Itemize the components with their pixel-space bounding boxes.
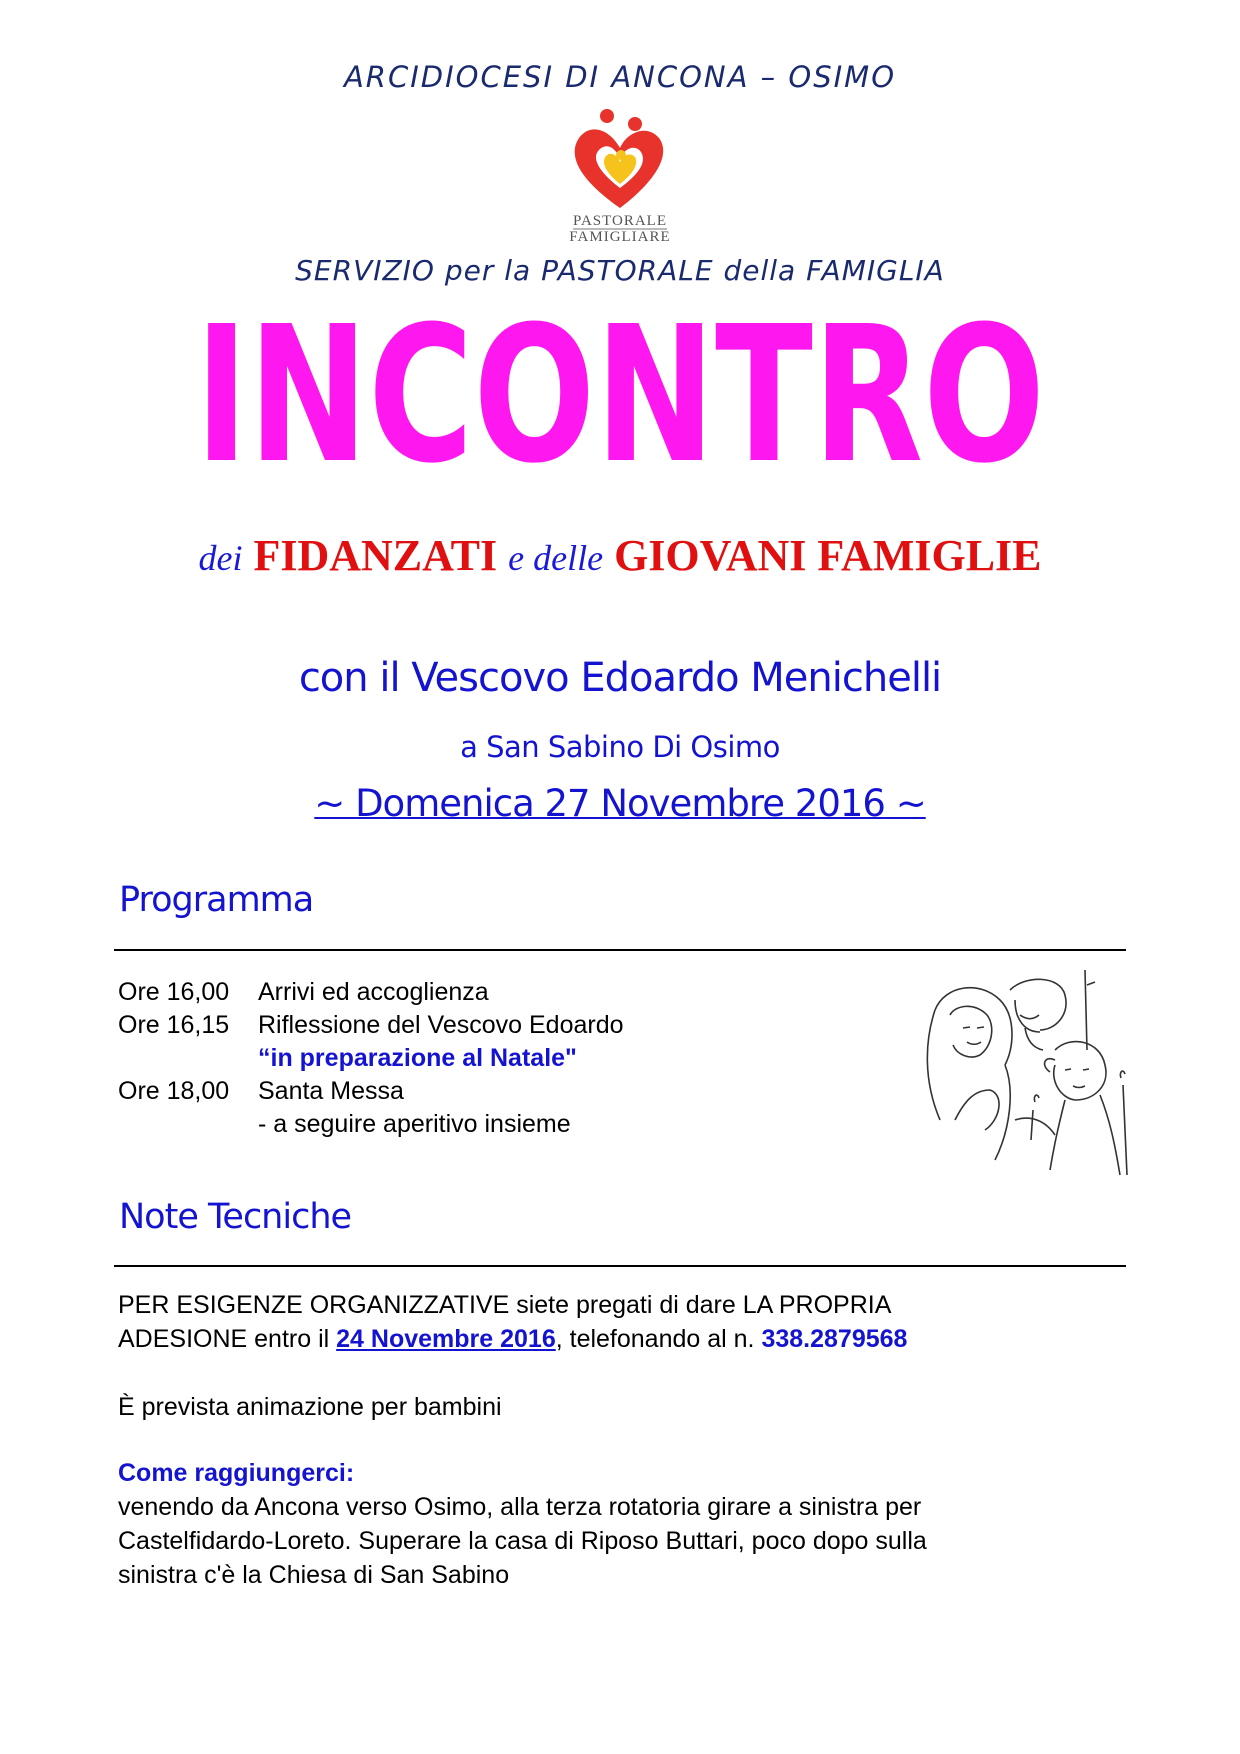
deadline-date: 24 Novembre 2016 [336,1325,556,1353]
place-line: a San Sabino Di Osimo [460,730,780,764]
directions [118,1456,1138,1592]
program-item [118,1042,624,1075]
adhesion-text: ADESIONE entro il [118,1325,337,1353]
date-suffix: ~ [884,782,926,825]
program-item [118,976,624,1009]
adhesion-line-1: PER ESIGENZE ORGANIZZATIVE siete pregati di dare LA PROPRIA [118,1291,892,1319]
bishop-line: con il Vescovo Edoardo Menichelli [298,655,942,701]
date-line [0,782,1240,825]
kids-note: È prevista animazione per bambini [118,1393,502,1421]
diocese-heading: ARCIDIOCESI DI ANCONA – OSIMO [343,60,897,94]
program-item [118,1108,624,1141]
incontro-title [180,286,1060,505]
program-text: Riflessione del Vescovo Edoardo [258,1011,624,1039]
note-tecniche-heading: Note Tecniche [119,1197,352,1237]
subtitle-giovani-famiglie: GIOVANI FAMIGLIE [614,531,1042,580]
programma-heading: Programma [119,880,314,920]
program-list [118,976,624,1141]
subtitle-fidanzati: FIDANZATI [253,531,498,580]
program-text: - a seguire aperitivo insieme [258,1110,571,1138]
subtitle-e-delle: e delle [508,538,604,578]
divider [114,949,1126,951]
subtitle [0,530,1240,581]
adhesion-paragraph [118,1288,1138,1356]
program-item [118,1009,624,1042]
program-text: Santa Messa [258,1077,404,1105]
date-prefix: ~ [314,782,356,825]
date-text: Domenica 27 Novembre 2016 [355,782,885,825]
adhesion-line-2 [118,1322,1138,1356]
directions-line: Castelfidardo-Loreto. Superare la casa di Riposo Buttari, poco dopo sulla [118,1527,927,1555]
nativity-illustration [915,970,1145,1180]
phone-number: 338.2879568 [761,1325,908,1353]
logo-text-pastorale: PASTORALE [572,213,668,229]
program-text: “in preparazione al Natale" [258,1044,577,1072]
service-heading: SERVIZIO per la PASTORALE della FAMIGLIA [295,254,945,287]
program-item [118,1075,624,1108]
pastorale-famigliare-logo [565,108,675,243]
divider [114,1265,1126,1267]
program-text: Arrivi ed accoglienza [258,978,489,1006]
directions-line: sinistra c'è la Chiesa di San Sabino [118,1561,510,1589]
adhesion-text-2: , telefonando al n. [555,1325,762,1353]
program-time: Ore 18,00 [118,1077,230,1105]
logo-text-famigliare: FAMIGLIARE [569,229,671,245]
directions-heading: Come raggiungerci: [118,1459,355,1487]
subtitle-dei: dei [198,538,243,578]
program-time: Ore 16,00 [118,978,230,1006]
program-time: Ore 16,15 [118,1011,230,1039]
incontro-text: INCONTRO [195,286,1045,505]
directions-line: venendo da Ancona verso Osimo, alla terza rotatoria girare a sinistra per [118,1493,922,1521]
